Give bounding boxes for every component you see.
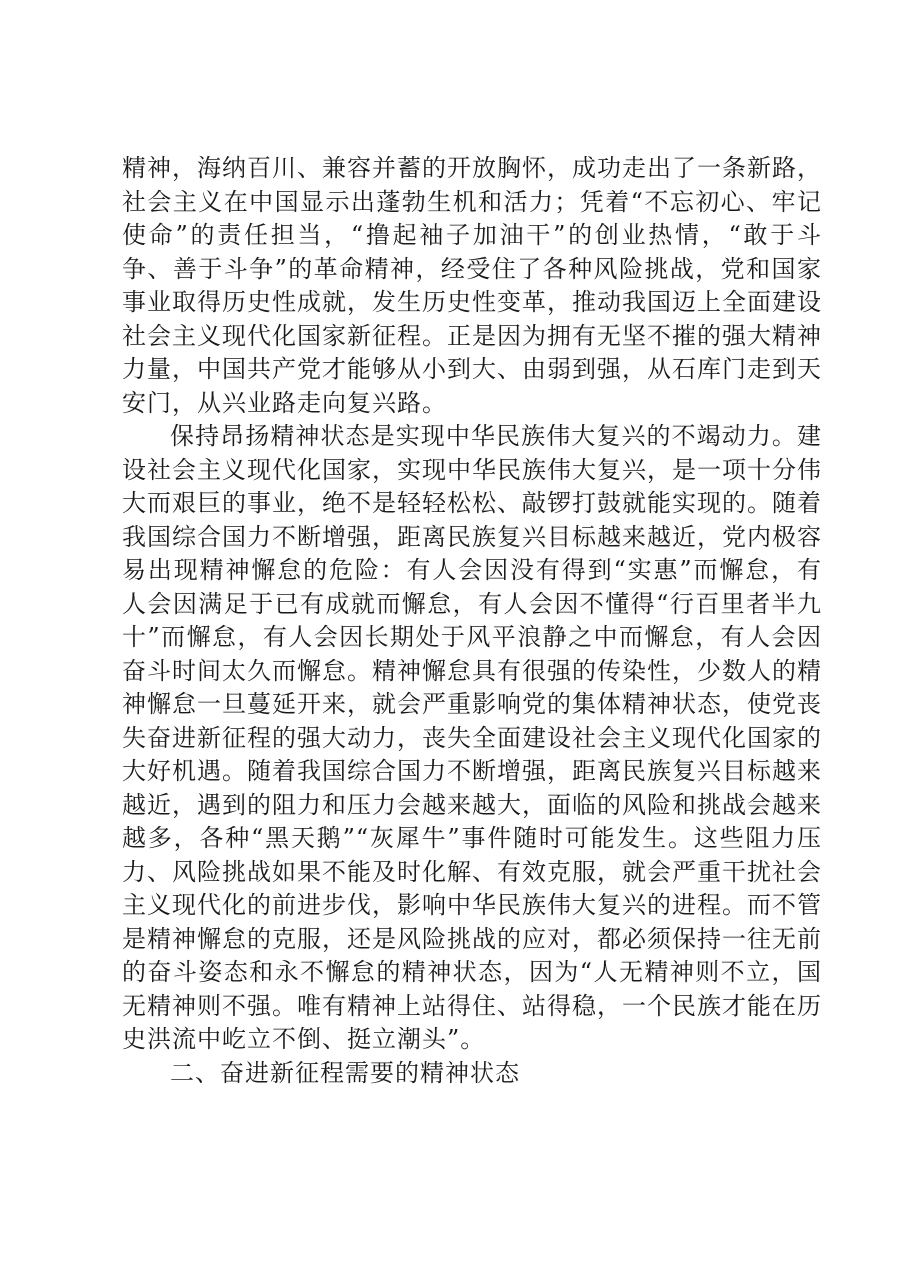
- document-body: [122, 152, 822, 1090]
- paragraph-spirit-driving-force: 保持昂扬精神状态是实现中华民族伟大复兴的不竭动力。建设社会主义现代化国家，实现中华民族伟大复兴，是一项十分伟大而艰巨的事业，绝不是轻轻松松、敲锣打鼓就能实现的。随着我国综合国力不断增强，距离民族复兴目标越来越近，党内极容易出现精神懈怠的危险：有人会因没有得到“实惠”而懈怠，有人会因满足于已有成就而懈怠，有人会因不懂得“行百里者半九十”而懈怠，有人会因长期处于风平浪静之中而懈怠，有人会因奋斗时间太久而懈怠。精神懈怠具有很强的传染性，少数人的精神懈怠一旦蔓延开来，就会严重影响党的集体精神状态，使党丧失奋进新征程的强大动力，丧失全面建设社会主义现代化国家的大好机遇。随着我国综合国力不断增强，距离民族复兴目标越来越近，遇到的阻力和压力会越来越大，面临的风险和挑战会越来越多，各种“黑天鹅”“灰犀牛”事件随时可能发生。这些阻力压力、风险挑战如果不能及时化解、有效克服，就会严重干扰社会主义现代化的前进步伐，影响中华民族伟大复兴的进程。而不管是精神懈怠的克服，还是风险挑战的应对，都必须保持一往无前的奋斗姿态和永不懈怠的精神状态，因为“人无精神则不立，国无精神则不强。唯有精神上站得住、站得稳，一个民族才能在历史洪流中屹立不倒、挺立潮头”。: [122, 422, 822, 1053]
- paragraph-continuation: 精神，海纳百川、兼容并蓄的开放胸怀，成功走出了一条新路，社会主义在中国显示出蓬勃生机和活力；凭着“不忘初心、牢记使命”的责任担当，“撸起袖子加油干”的创业热情，“敢于斗争、善于斗争”的革命精神，经受住了各种风险挑战，党和国家事业取得历史性成就，发生历史性变革，推动我国迈上全面建设社会主义现代化国家新征程。正是因为拥有无坚不摧的强大精神力量，中国共产党才能够从小到大、由弱到强，从石库门走到天安门，从兴业路走向复兴路。: [122, 154, 822, 417]
- section-heading: 二、奋进新征程需要的精神状态: [170, 1058, 520, 1087]
